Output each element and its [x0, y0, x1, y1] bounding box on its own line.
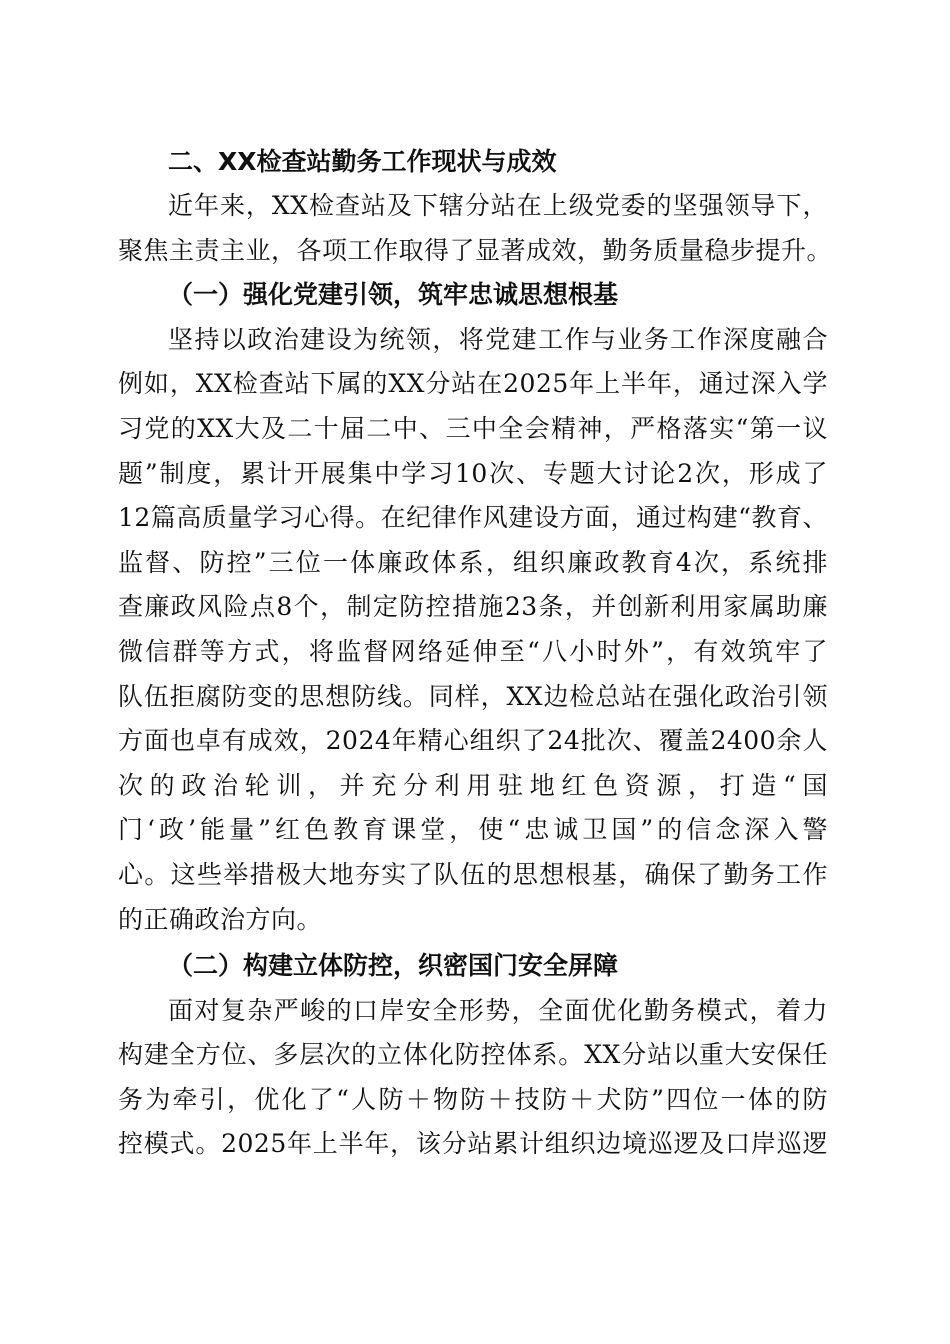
text-line: 近年来，XX检查站及下辖分站在上级党委的坚强领导下，: [168, 191, 828, 220]
document-body: [118, 140, 833, 1167]
text-line: 坚持以政治建设为统领，将党建工作与业务工作深度融合: [168, 324, 828, 354]
text-line: 12篇高质量学习心得。在纪律作风建设方面，通过构建“教育、: [118, 503, 828, 533]
text-line: 的正确政治方向。: [118, 904, 323, 934]
text-line: 面对复杂严峻的口岸安全形势，全面优化勤务模式，着力: [168, 995, 828, 1025]
text-line: 次的政治轮训，并充分利用驻地红色资源，打造“国: [118, 770, 828, 800]
text-line: 门‘政’能量”红色教育课堂，使“忠诚卫国”的信念深入警: [118, 815, 828, 845]
text-line: 方面也卓有成效，2024年精心组织了24批次、覆盖2400余人: [118, 726, 828, 756]
main-heading: 二、XX检查站勤务工作现状与成效: [168, 147, 557, 176]
text-line: 聚焦主责主业，各项工作取得了显著成效，勤务质量稳步提升。: [118, 235, 833, 265]
text-line: 监督、防控”三位一体廉政体系，组织廉政教育4次，系统排: [118, 547, 828, 577]
text-line: 心。这些举措极大地夯实了队伍的思想根基，确保了勤务工作: [118, 859, 828, 889]
intro-paragraph: [118, 184, 833, 273]
section-1-title: （一）强化党建引领，筑牢忠诚思想根基: [168, 280, 619, 310]
text-line: 习党的XX大及二十届二中、三中全会精神，严格落实“第一议: [118, 413, 828, 443]
text-line: 控模式。2025年上半年，该分站累计组织边境巡逻及口岸巡逻: [118, 1129, 828, 1159]
text-line: 例如，XX检查站下属的XX分站在2025年上半年，通过深入学: [118, 369, 828, 399]
text-line: 题”制度，累计开展集中学习10次、专题大讨论2次，形成了: [118, 458, 828, 488]
text-line: 微信群等方式，将监督网络延伸至“八小时外”，有效筑牢了: [118, 636, 828, 666]
text-line: 构建全方位、多层次的立体化防控体系。XX分站以重大安保任: [118, 1040, 828, 1070]
section-1-paragraph: [118, 318, 828, 942]
section-2-paragraph: [118, 989, 828, 1167]
text-line: 查廉政风险点8个，制定防控措施23条，并创新利用家属助廉: [118, 592, 828, 622]
text-line: 务为牵引，优化了“人防＋物防＋技防＋犬防”四位一体的防: [118, 1084, 828, 1114]
section-2-title: （二）构建立体防控，织密国门安全屏障: [168, 951, 619, 981]
text-line: 队伍拒腐防变的思想防线。同样，XX边检总站在强化政治引领: [118, 681, 828, 711]
